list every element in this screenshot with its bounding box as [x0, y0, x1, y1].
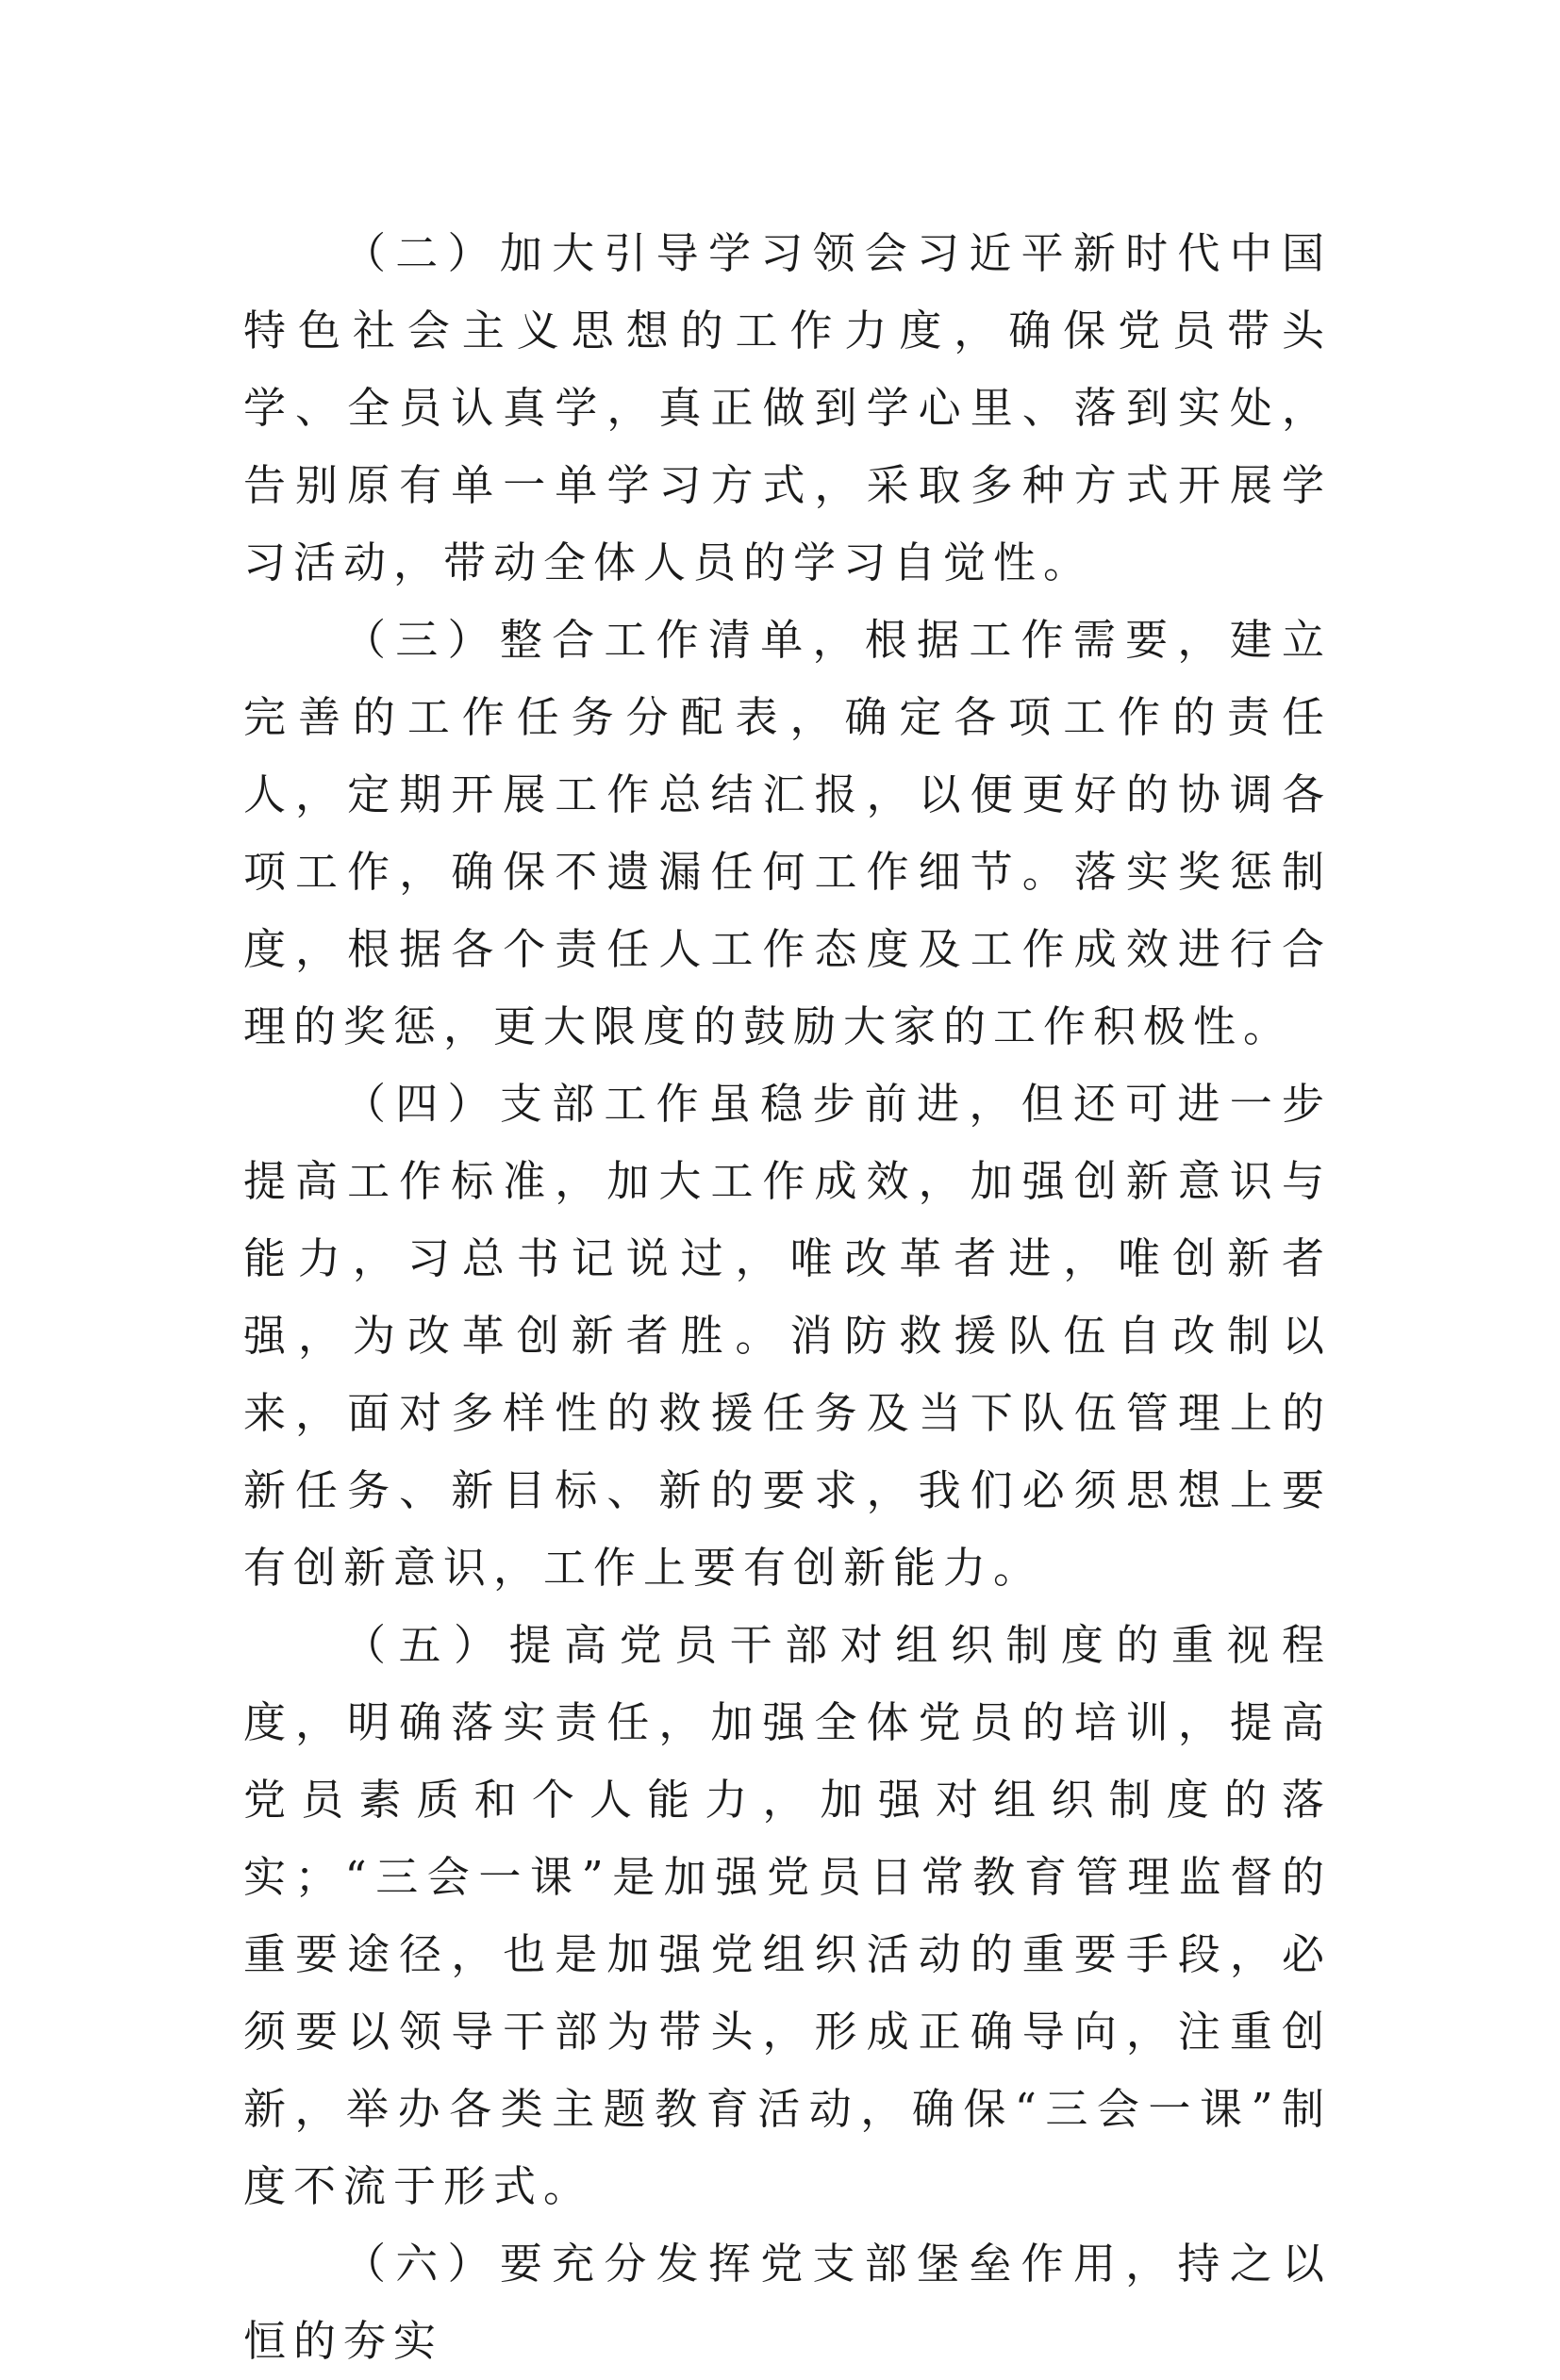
paragraph-5: （五）提高党员干部对组织制度的重视程度，明确落实责任，加强全体党员的培训，提高党员素质和个人能力，加强对组织制度的落实；“三会一课”是加强党员日常教育管理监督的重要途径，也是加强党组织活动的重要手段，必须要以领导干部为带头，形成正确导向，注重创新，举办各类主题教育活动，确保“三会一课”制度不流于形式。 — [243, 1620, 1332, 2211]
paragraph-4: （四）支部工作虽稳步前进，但还可进一步提高工作标准，加大工作成效，加强创新意识与能力，习总书记说过，唯改革者进，唯创新者强，为改革创新者胜。消防救援队伍自改制以来，面对多样性的救援任务及当下队伍管理上的新任务、新目标、新的要求，我们必须思想上要有创新意识，工作上要有创新能力。 — [243, 1079, 1332, 1593]
paragraph-6: （六）要充分发挥党支部堡垒作用，持之以恒的夯实 — [243, 2239, 1332, 2366]
paragraph-3: （三）整合工作清单，根据工作需要，建立完善的工作任务分配表，确定各项工作的责任人，定期开展工作总结汇报，以便更好的协调各项工作，确保不遗漏任何工作细节。落实奖惩制度，根据各个责任人工作态度及工作成效进行合理的奖惩，更大限度的鼓励大家的工作积极性。 — [243, 615, 1332, 1051]
paragraph-2: （二）加大引导学习领会习近平新时代中国特色社会主义思想的工作力度，确保党员带头学、全员认真学，真正做到学心里、落到实处，告别原有单一单学习方式，采取多种方式开展学习活动，带动全体人员的学习自觉性。 — [243, 228, 1332, 587]
document-body — [243, 215, 1332, 2380]
